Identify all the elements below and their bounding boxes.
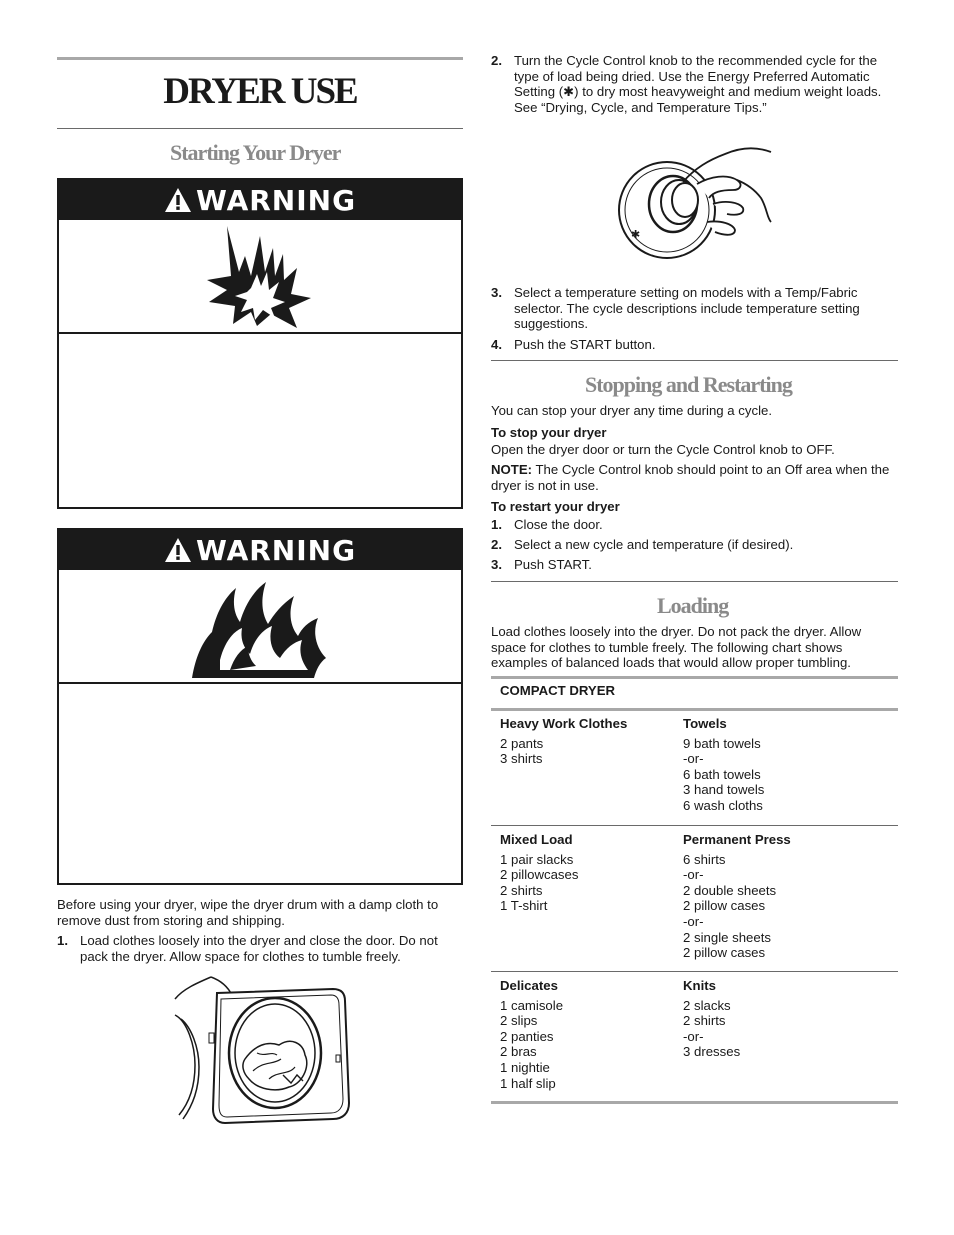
section-heading-loading: Loading [657, 593, 729, 618]
list-item: 2 slacks [683, 997, 731, 1013]
step-text: Load clothes loosely into the dryer and close the door. Do not pack the dryer. Allow space for clothes to tumble freely. [80, 933, 438, 964]
restart-step-1 [491, 517, 898, 533]
list-item: 2 shirts [683, 1013, 726, 1029]
starting-intro: Before using your dryer, wipe the dryer drum with a damp cloth to remove dust from storing and shipping. [57, 897, 439, 928]
section-heading-stopping: Stopping and Restarting [585, 372, 792, 397]
step-text: Push START. [514, 557, 592, 572]
warning-box-explosion [57, 178, 463, 509]
load-type-label: Permanent Press [683, 832, 791, 847]
table-title: COMPACT DRYER [500, 683, 616, 698]
stopping-intro: You can stop your dryer any time during a cycle. [491, 403, 772, 418]
table-row-mixed-load [500, 832, 670, 914]
warning-pictogram-fire [59, 570, 461, 684]
list-item: 2 shirts [500, 882, 543, 898]
step-number: 3. [491, 557, 502, 572]
step-number: 4. [491, 337, 502, 352]
page-title: DRYER USE [163, 71, 357, 112]
load-type-label: Towels [683, 716, 727, 731]
list-item: 1 pair slacks [500, 851, 574, 867]
restart-step-3 [491, 557, 898, 573]
fire-icon [190, 574, 330, 678]
top-rule [57, 57, 463, 60]
table-row-knits [683, 978, 893, 1060]
step-text: Select a new cycle and temperature (if desired). [514, 537, 794, 552]
list-item: 2 bras [500, 1044, 537, 1060]
svg-text:✱: ✱ [631, 228, 641, 241]
warning-triangle-icon [164, 537, 192, 563]
stopping-note [491, 462, 898, 493]
list-item: 1 nightie [500, 1059, 550, 1075]
step-number: 2. [491, 53, 502, 68]
section-rule [491, 360, 898, 361]
stop-heading: To stop your dryer [491, 425, 607, 440]
warning-triangle-icon [164, 187, 192, 213]
list-item: 2 double sheets [683, 882, 777, 898]
table-bottom-rule [491, 1101, 898, 1104]
list-item: 3 hand towels [683, 782, 765, 798]
note-text: The Cycle Control knob should point to an Off area when the dryer is not in use. [491, 462, 890, 493]
warning-box-fire [57, 528, 463, 885]
list-item: 1 camisole [500, 997, 564, 1013]
list-item: 2 panties [500, 1028, 554, 1044]
warning-label: WARNING [195, 183, 357, 217]
list-item: -or- [683, 751, 704, 767]
list-item: 6 shirts [683, 851, 726, 867]
step-number: 1. [57, 933, 68, 948]
step-text: Turn the Cycle Control knob to the recommended cycle for the type of load being dried. Use the Energy Preferred Automatic Setting (✱) to dry most heavyweight and medium weight loads. See “Drying, Cycle, and Temperature Tips.” [514, 53, 882, 115]
loading-intro: Load clothes loosely into the dryer. Do not pack the dryer. Allow space for clothes to tumble freely. The following chart shows examples of balanced loads that would allow proper tumbling. [491, 624, 862, 671]
table-row-towels [683, 716, 893, 814]
table-row-divider [491, 971, 898, 972]
step-text: Push the START button. [514, 337, 656, 352]
list-item: -or- [683, 913, 704, 929]
load-type-label: Knits [683, 978, 716, 993]
section-rule [491, 581, 898, 582]
warning-label: WARNING [195, 533, 357, 567]
table-row-delicates [500, 978, 670, 1091]
step-2 [491, 53, 898, 117]
section-heading-starting: Starting Your Dryer [170, 140, 341, 165]
list-item: 2 single sheets [683, 929, 771, 945]
title-rule [57, 128, 463, 129]
load-type-label: Mixed Load [500, 832, 573, 847]
step-text: Select a temperature setting on models with a Temp/Fabric selector. The cycle descriptions include temperature setting suggestions. [514, 285, 860, 332]
list-item: 1 half slip [500, 1075, 556, 1091]
restart-heading: To restart your dryer [491, 499, 620, 514]
warning-header [59, 530, 461, 570]
list-item: 3 shirts [500, 751, 543, 767]
step-number: 3. [491, 285, 502, 300]
load-type-label: Heavy Work Clothes [500, 716, 628, 731]
list-item: 2 pillowcases [500, 867, 579, 883]
warning-pictogram-explosion [59, 220, 461, 334]
load-type-label: Delicates [500, 978, 558, 993]
list-item: 6 bath towels [683, 766, 761, 782]
table-top-rule [491, 676, 898, 679]
step-1 [57, 933, 463, 965]
warning-header [59, 180, 461, 220]
list-item: 6 wash cloths [683, 797, 763, 813]
dryer-door-illustration [173, 975, 365, 1125]
note-label: NOTE: [491, 462, 533, 477]
table-row-divider [491, 825, 898, 826]
step-text: Close the door. [514, 517, 603, 532]
table-row-heavy-work-clothes [500, 716, 670, 767]
table-header-rule [491, 708, 898, 711]
cycle-knob-illustration [617, 138, 773, 274]
table-row-permanent-press [683, 832, 893, 961]
list-item: 2 pillow cases [683, 945, 766, 961]
list-item: 1 T-shirt [500, 898, 548, 914]
list-item: 3 dresses [683, 1044, 741, 1060]
step-number: 1. [491, 517, 502, 532]
stop-text: Open the dryer door or turn the Cycle Control knob to OFF. [491, 442, 835, 457]
list-item: 2 pants [500, 735, 544, 751]
list-item: 2 slips [500, 1013, 538, 1029]
list-item: 2 pillow cases [683, 898, 766, 914]
step-3 [491, 285, 898, 333]
explosion-icon [205, 224, 315, 328]
list-item: -or- [683, 867, 704, 883]
list-item: 9 bath towels [683, 735, 761, 751]
step-number: 2. [491, 537, 502, 552]
list-item: -or- [683, 1028, 704, 1044]
restart-step-2 [491, 537, 898, 553]
step-4 [491, 337, 898, 353]
